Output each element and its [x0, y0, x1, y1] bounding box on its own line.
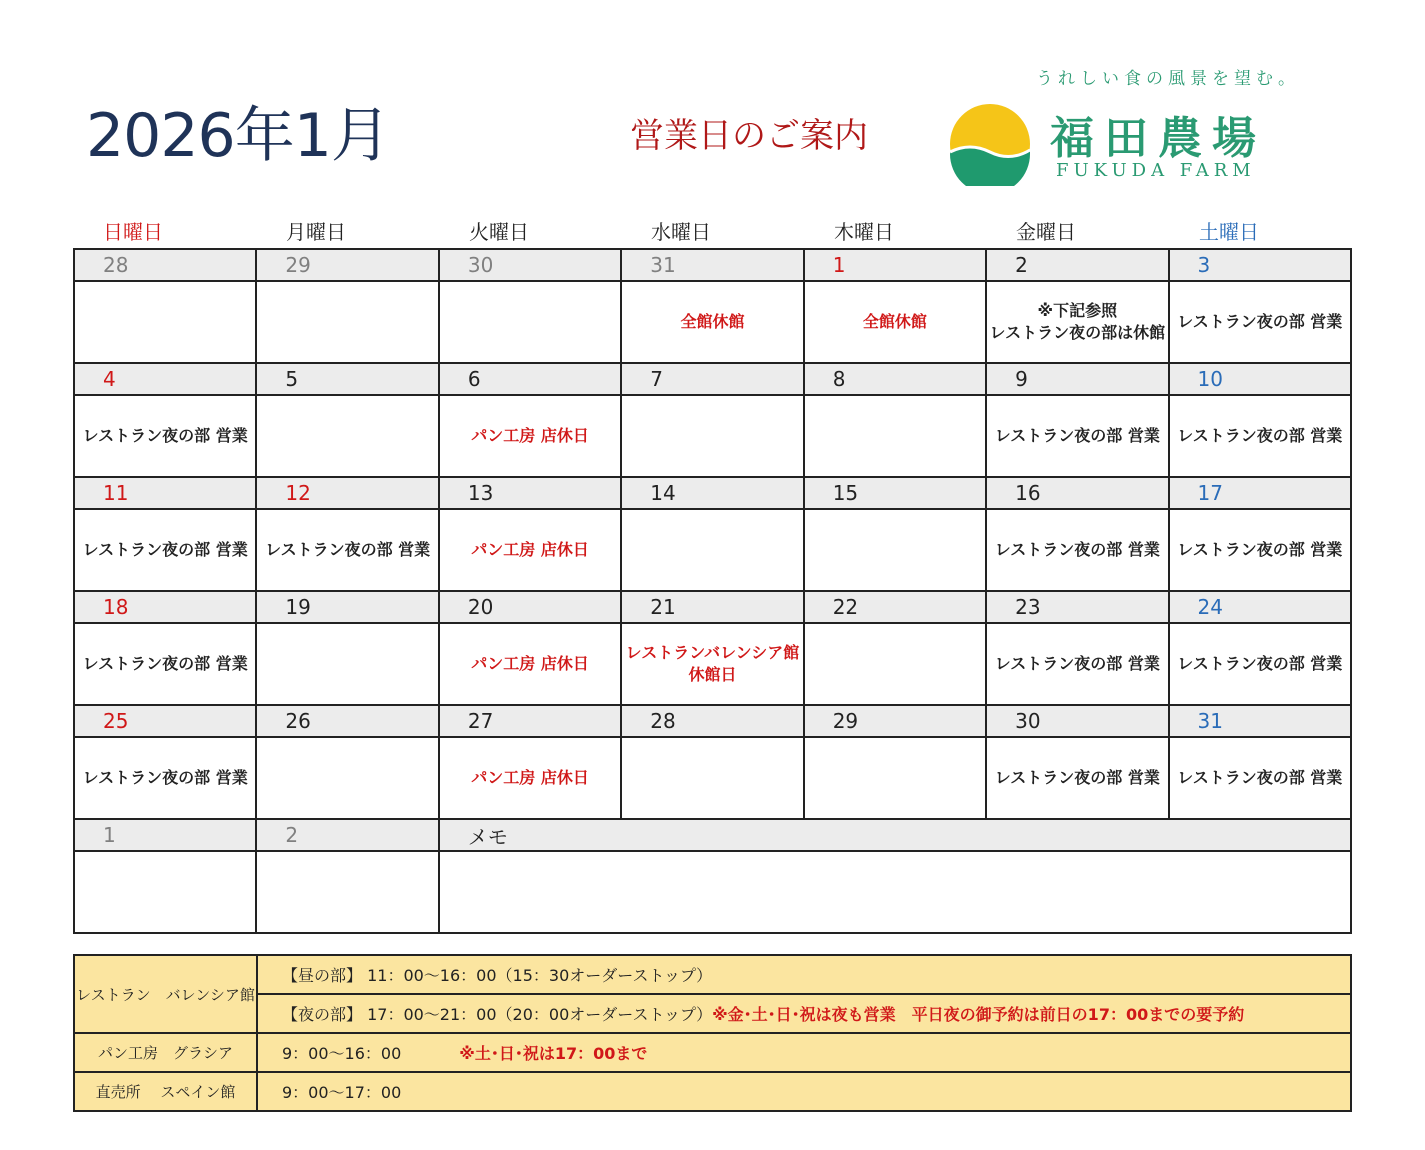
day-number: 28: [74, 249, 256, 281]
day-number: 10: [1169, 363, 1351, 395]
calendar-grid: [73, 248, 1352, 934]
day-number: 23: [986, 591, 1168, 623]
weekday-monday: 月曜日: [286, 220, 346, 244]
restaurant-dinner-cell: [257, 994, 1351, 1033]
day-number: 20: [439, 591, 621, 623]
day-number: 17: [1169, 477, 1351, 509]
day-number: 15: [804, 477, 986, 509]
week-2-numbers: [74, 363, 1351, 395]
day-cell: [74, 851, 256, 933]
day-number: 24: [1169, 591, 1351, 623]
day-number: 16: [986, 477, 1168, 509]
weekday-friday: 金曜日: [1016, 220, 1076, 244]
day-number: 31: [1169, 705, 1351, 737]
day-note: [256, 623, 438, 705]
logo-slogan: うれしい食の風景を望む。: [1036, 69, 1300, 89]
day-number: 28: [621, 705, 803, 737]
day-note: レストラン夜の部 営業: [1169, 395, 1351, 477]
page-subtitle: 営業日のご案内: [630, 116, 868, 156]
day-note: [804, 509, 986, 591]
week-4-notes: [74, 623, 1351, 705]
day-note: 全館休館: [804, 281, 986, 363]
day-note: レストラン夜の部 営業: [74, 395, 256, 477]
week-1-notes: [74, 281, 1351, 363]
day-number: 8: [804, 363, 986, 395]
weekday-saturday: 土曜日: [1199, 220, 1259, 244]
bakery-row: [74, 1033, 1351, 1072]
page-title: 2026年1月: [86, 101, 390, 171]
day-note: レストラン夜の部 営業: [74, 623, 256, 705]
day-note: [804, 737, 986, 819]
bakery-hours: 9：00～16：00: [282, 1044, 402, 1063]
week-3-notes: [74, 509, 1351, 591]
fukuda-farm-logo: [946, 62, 1306, 192]
day-note: レストラン夜の部 営業: [74, 737, 256, 819]
day-number: 6: [439, 363, 621, 395]
day-note: [74, 281, 256, 363]
weekday-thursday: 木曜日: [834, 220, 894, 244]
week-1-numbers: [74, 249, 1351, 281]
restaurant-label: レストラン バレンシア館: [74, 955, 257, 1033]
week-3-numbers: [74, 477, 1351, 509]
day-note: パン工房 店休日: [439, 509, 621, 591]
calendar-last-row-body: [74, 851, 1351, 933]
weekday-sunday: 日曜日: [103, 220, 163, 244]
day-number: 1: [804, 249, 986, 281]
day-number: 2: [986, 249, 1168, 281]
day-note: レストラン夜の部 営業: [986, 395, 1168, 477]
day-number: 2: [256, 819, 438, 851]
day-number: 9: [986, 363, 1168, 395]
week-5-notes: [74, 737, 1351, 819]
day-note: [804, 395, 986, 477]
day-number: 30: [986, 705, 1168, 737]
day-number: 3: [1169, 249, 1351, 281]
day-number: 19: [256, 591, 438, 623]
day-note: レストラン夜の部 営業: [1169, 737, 1351, 819]
day-number: 5: [256, 363, 438, 395]
day-note: レストラン夜の部 営業: [986, 623, 1168, 705]
memo-area: [439, 851, 1351, 933]
day-note: レストラン夜の部 営業: [256, 509, 438, 591]
restaurant-dinner-note: ※金･土･日･祝は夜も営業 平日夜の御予約は前日の17：00までの要予約: [712, 1005, 1245, 1024]
day-note: [621, 509, 803, 591]
shop-hours: 9：00～17：00: [257, 1072, 1351, 1111]
day-number: 25: [74, 705, 256, 737]
bakery-note: ※土･日･祝は17：00まで: [459, 1044, 648, 1063]
weekday-tuesday: 火曜日: [469, 220, 529, 244]
day-note: [621, 395, 803, 477]
day-number: 22: [804, 591, 986, 623]
day-note: [256, 281, 438, 363]
day-number: 29: [804, 705, 986, 737]
week-4-numbers: [74, 591, 1351, 623]
day-number: 1: [74, 819, 256, 851]
day-note: レストラン夜の部 営業: [74, 509, 256, 591]
weekday-wednesday: 水曜日: [651, 220, 711, 244]
day-note: [621, 737, 803, 819]
day-note: レストラン夜の部 営業: [986, 737, 1168, 819]
day-number: 26: [256, 705, 438, 737]
day-note: パン工房 店休日: [439, 623, 621, 705]
logo-name-en: FUKUDA FARM: [1056, 160, 1256, 181]
shop-label: 直売所 スペイン館: [74, 1072, 257, 1111]
day-cell: [256, 851, 438, 933]
sun-field-icon: [948, 102, 1032, 186]
business-hours-table: [73, 954, 1352, 1112]
day-note: ※下記参照 レストラン夜の部は休館: [986, 281, 1168, 363]
day-note: レストラン夜の部 営業: [1169, 509, 1351, 591]
memo-label: メモ: [439, 819, 1351, 851]
day-number: 4: [74, 363, 256, 395]
day-note: パン工房 店休日: [439, 737, 621, 819]
day-number: 30: [439, 249, 621, 281]
day-number: 21: [621, 591, 803, 623]
calendar-last-row-numbers: [74, 819, 1351, 851]
day-note: 全館休館: [621, 281, 803, 363]
day-note: [256, 737, 438, 819]
shop-row: [74, 1072, 1351, 1111]
day-note: [256, 395, 438, 477]
bakery-label: パン工房 グラシア: [74, 1033, 257, 1072]
restaurant-lunch-hours: 【昼の部】 11：00～16：00（15：30オーダーストップ）: [257, 955, 1351, 994]
day-number: 13: [439, 477, 621, 509]
bakery-cell: [257, 1033, 1351, 1072]
day-number: 18: [74, 591, 256, 623]
restaurant-lunch-row: [74, 955, 1351, 994]
week-5-numbers: [74, 705, 1351, 737]
day-number: 11: [74, 477, 256, 509]
day-note: [439, 281, 621, 363]
day-note: レストラン夜の部 営業: [986, 509, 1168, 591]
day-note: [804, 623, 986, 705]
week-2-notes: [74, 395, 1351, 477]
day-note: レストラン夜の部 営業: [1169, 281, 1351, 363]
day-note: パン工房 店休日: [439, 395, 621, 477]
day-number: 31: [621, 249, 803, 281]
weekday-header: [73, 216, 1352, 248]
day-number: 27: [439, 705, 621, 737]
day-note: レストランバレンシア館 休館日: [621, 623, 803, 705]
day-number: 14: [621, 477, 803, 509]
day-number: 29: [256, 249, 438, 281]
restaurant-dinner-row: [74, 994, 1351, 1033]
logo-name-jp: 福田農場: [1050, 113, 1266, 164]
day-note: レストラン夜の部 営業: [1169, 623, 1351, 705]
restaurant-dinner-hours: 【夜の部】 17：00～21：00（20：00オーダーストップ）: [282, 1005, 713, 1024]
day-number: 7: [621, 363, 803, 395]
day-number: 12: [256, 477, 438, 509]
